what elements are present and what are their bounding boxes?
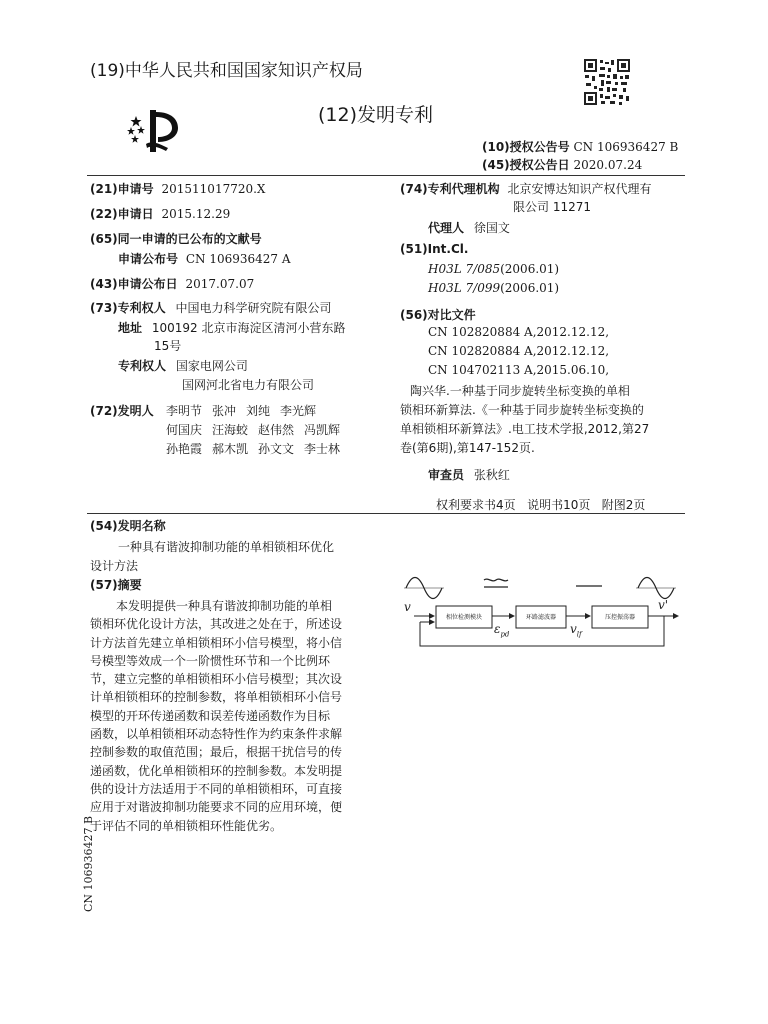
grant-date: 2020.07.24 [573,158,643,172]
patentee2-name-1: 国家电网公司 [175,359,248,373]
phase-error-label [494,622,509,638]
examiner-row [428,466,510,483]
qr-code [583,58,631,106]
reference-text-line: 单相锁相环新算法》.电工技术学报,2012,第27 [400,422,650,436]
patentee-label: (73)专利权人 [90,301,166,315]
agency-label: (74)专利代理机构 [400,182,500,196]
cnipa-logo [126,104,182,154]
phase-error-subscript: pd [500,630,510,639]
filter-output-label [570,622,582,638]
agency-name-1: 北京安博达知识产权代理有 [507,182,652,196]
reference-item: CN 102820884 A,2012.12.12, [428,325,610,339]
address-row [118,319,345,336]
publication-number-row [118,250,291,267]
agent-label: 代理人 [428,221,465,235]
filter-output-subscript: lf [576,630,582,639]
grant-number-label: (10)授权公告号 [482,140,570,154]
reference-text-line: 锁相环新算法.《一种基于同步旋转坐标变换的 [400,403,644,417]
office-name: (19)中华人民共和国国家知识产权局 [90,61,363,81]
abstract-body [90,597,380,835]
application-number-label: (21)申请号 [90,182,154,196]
abstract-line: 于评估不同的单相锁相环性能优劣。 [90,818,283,833]
reference-text-line: 陶兴华.一种基于同步旋转坐标变换的单相 [410,384,630,398]
title-label: (54)发明名称 [90,519,166,533]
grant-number-row [482,138,678,155]
filter-output-symbol: v [570,622,577,636]
abstract-line: 控制参数的取值范围；最后，根据干扰信号的传 [90,745,343,760]
publication-date: 2017.07.07 [185,277,255,291]
publication-date-label: (43)申请公布日 [90,277,178,291]
side-document-number: CN 106936427 B [82,815,95,912]
agency-row [400,180,652,197]
vco-label: 压控振荡器 [604,614,635,621]
patentee2-row [118,357,248,374]
inventors-row-1 [166,402,326,419]
intcl-item [428,281,559,295]
header-divider [87,175,685,176]
intcl-item [428,262,559,276]
patentee-name: 中国电力科学研究院有限公司 [175,301,332,315]
inventor: 孙艳霞 [166,442,203,456]
patentee-row [90,299,332,316]
abstract-line: 递函数，优化单相锁相环的控制参数。本发明提 [90,763,343,778]
input-signal-label: v [404,600,411,614]
address-line-1: 100192 北京市海淀区清河小营东路 [151,321,346,335]
patentee2-label: 专利权人 [118,359,167,373]
inventors-row-3 [166,440,350,457]
examiner-name: 张秋红 [473,468,510,482]
reference-item: CN 102820884 A,2012.12.12, [428,344,610,358]
publication-number-label: 申请公布号 [118,252,179,266]
application-date-label: (22)申请日 [90,207,154,221]
section-divider [87,513,685,514]
inventor: 孙文文 [258,442,295,456]
invention-title-line: 设计方法 [90,559,139,573]
address-line-2: 15号 [154,339,182,353]
loop-filter-label: 环路滤波器 [525,614,556,621]
inventor: 赵伟然 [258,423,295,437]
address-label: 地址 [118,321,143,335]
grant-date-row [482,156,642,173]
inventor: 何国庆 [166,423,203,437]
application-date-row [90,205,230,222]
abstract-line: 模型的开环传递函数和误差传递函数作为目标 [90,708,331,723]
abstract-label: (57)摘要 [90,578,142,592]
phase-detector-label: 相位检测模块 [445,614,482,621]
publication-number: CN 106936427 A [185,252,291,266]
abstract-line: 节，建立完整的单相锁相环小信号模型；其次设 [90,672,343,687]
agent-row [428,219,510,236]
intcl-date: (2006.01) [500,262,560,276]
inventor: 李光辉 [280,404,317,418]
inventor: 汪海蛟 [212,423,249,437]
inventors-row-2 [166,421,350,438]
intcl-date: (2006.01) [500,281,560,295]
intcl-code: H03L 7/085 [428,262,501,276]
grant-date-label: (45)授权公告日 [482,158,570,172]
intcl-code: H03L 7/099 [428,281,501,295]
output-signal-label: v' [658,598,669,612]
agency-name-2: 限公司 11271 [513,200,591,214]
inventors-label: (72)发明人 [90,404,154,418]
abstract-line: 本发明提供一种具有谐波抑制功能的单相 [116,599,333,613]
inventor: 李士林 [304,442,341,456]
publication-date-row [90,275,254,292]
abstract-line: 计方法首先建立单相锁相环小信号模型，将小信 [90,635,343,650]
agent-name: 徐国文 [473,221,510,235]
invention-title-line: 一种具有谐波抑制功能的单相锁相环优化 [118,540,335,554]
pll-block-diagram [396,572,686,672]
patentee2-name-2: 国网河北省电力有限公司 [182,378,315,392]
reference-item: CN 104702113 A,2015.06.10, [428,363,610,377]
inventor: 郝木凯 [212,442,249,456]
inventor: 张冲 [212,404,237,418]
document-type: (12)发明专利 [318,104,434,126]
reference-text-line: 卷(第6期),第147-152页. [400,441,535,455]
abstract-line: 供的设计方法适用于不同的单相锁相环，可直接 [90,781,343,796]
prior-publication-label: (65)同一申请的已公布的文献号 [90,232,262,246]
page-counts: 权利要求书4页 说明书10页 附图2页 [436,498,646,512]
abstract-line: 号模型等效成一个一阶惯性环节和一个比例环 [90,653,331,668]
abstract-line: 计单相锁相环的控制参数，将单相锁相环小信号 [90,690,343,705]
application-date: 2015.12.29 [161,207,231,221]
examiner-label: 审查员 [428,468,465,482]
application-number: 201511017720.X [161,182,266,196]
inventor: 冯凯辉 [304,423,341,437]
phase-error-waveform [484,579,508,587]
abstract-line: 锁相环优化设计方法，其改进之处在于，所述设 [90,617,343,632]
intcl-label: (51)Int.Cl. [400,242,469,256]
inventor: 李明节 [166,404,203,418]
abstract-line: 应用于对谐波抑制功能要求不同的应用环境，便 [90,800,343,815]
application-number-row [90,180,265,197]
references-label: (56)对比文件 [400,308,476,322]
inventor: 刘纯 [246,404,271,418]
grant-number: CN 106936427 B [573,140,679,154]
abstract-line: 函数，以单相锁相环动态特性作为约束条件求解 [90,727,343,742]
phase-error-symbol: ε [494,622,501,636]
